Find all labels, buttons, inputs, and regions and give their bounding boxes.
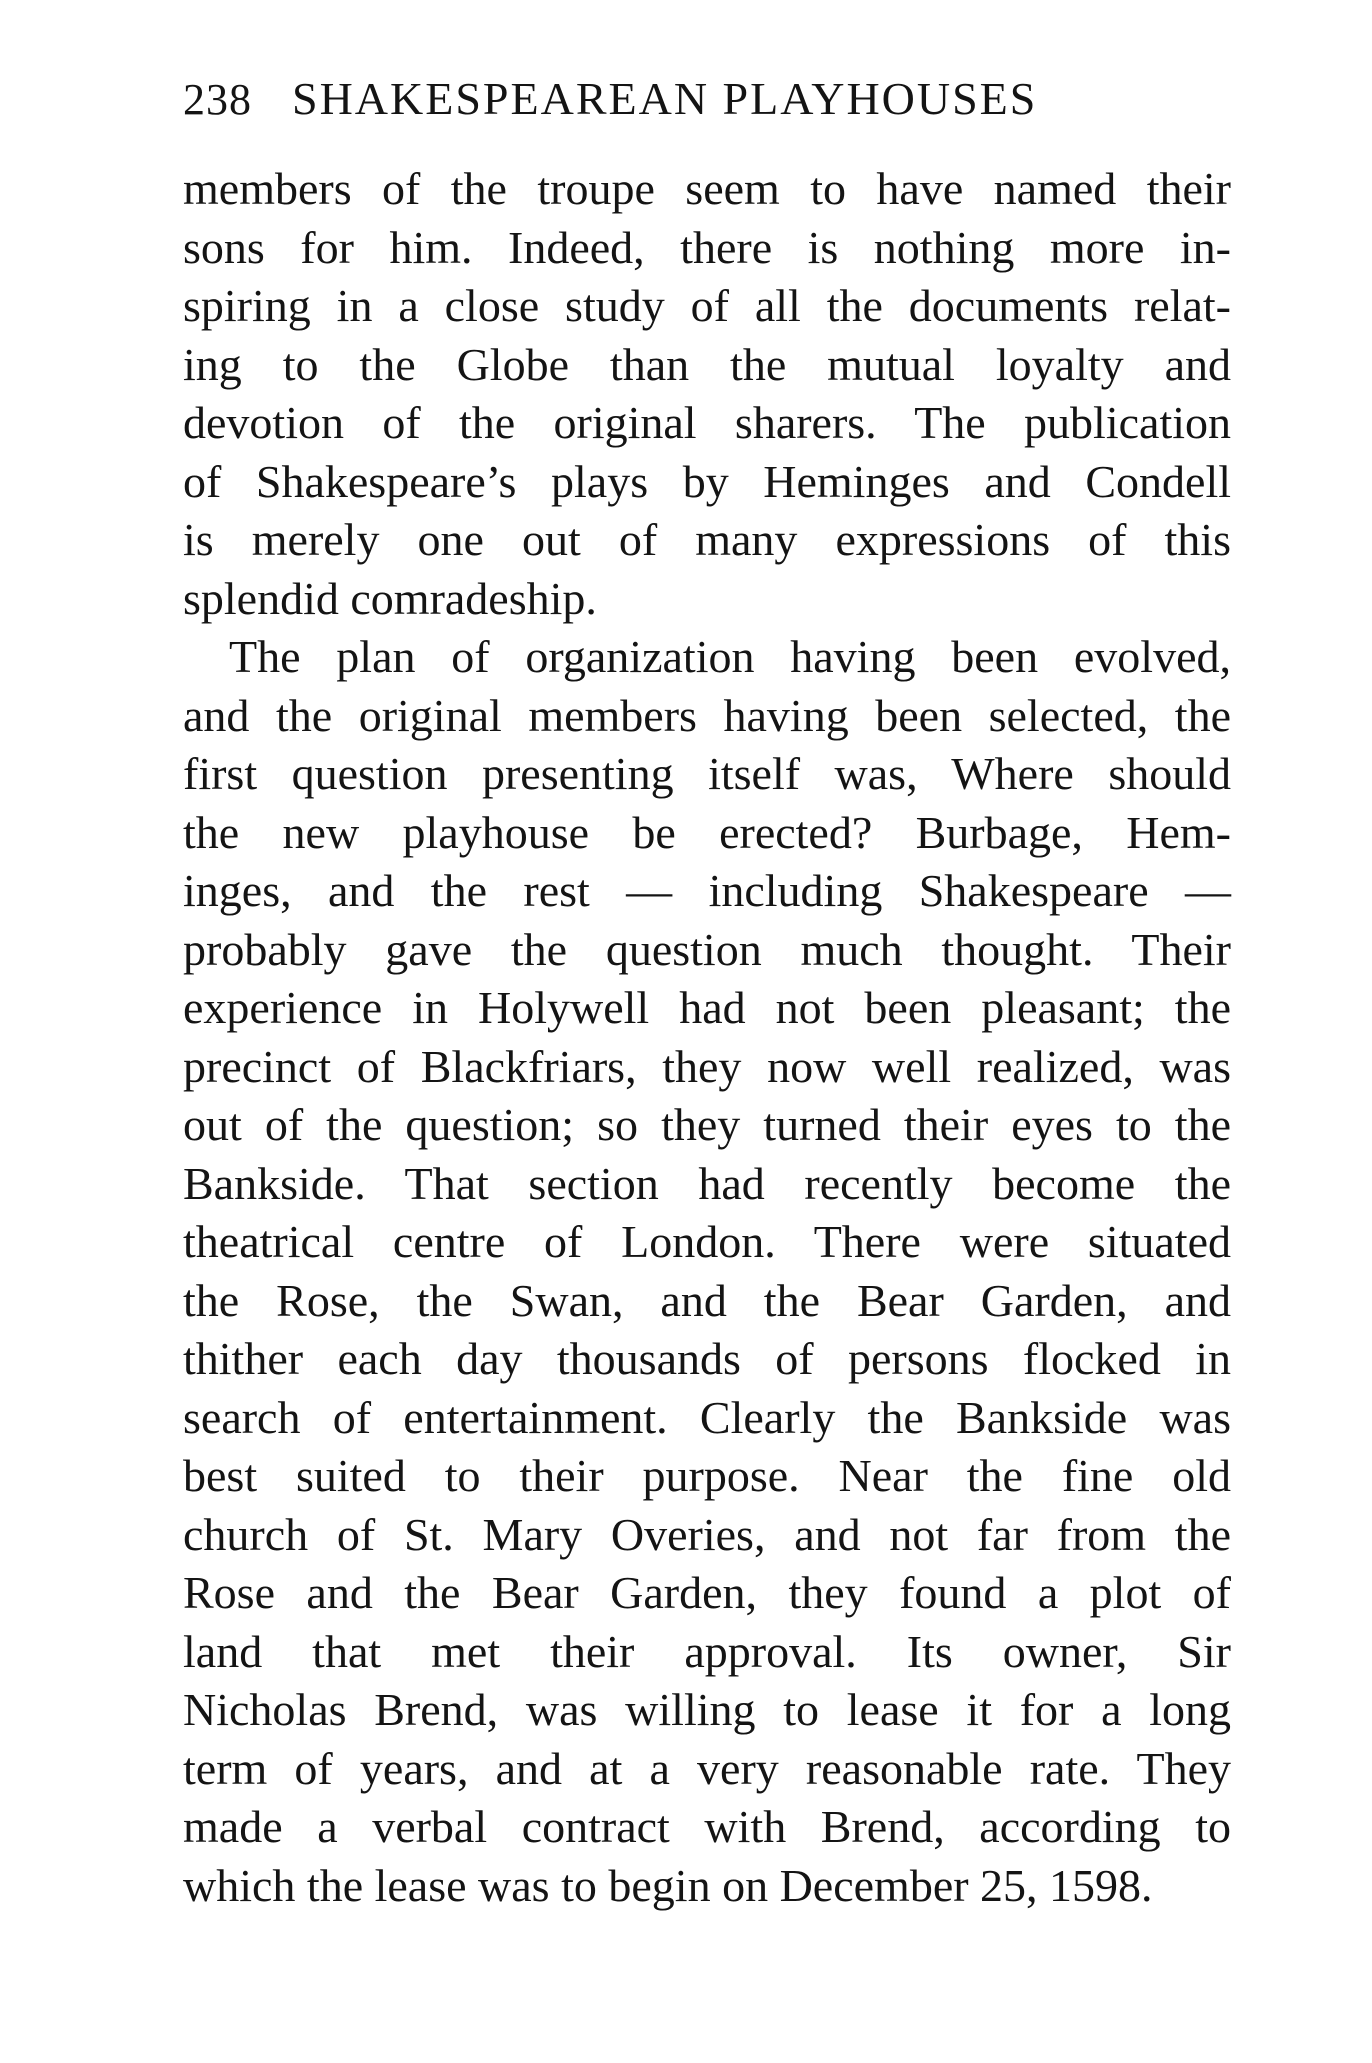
text-line: The plan of organization having been evolved, — [229, 631, 1231, 682]
text-line: made a verbal contract with Brend, according to — [183, 1801, 1231, 1852]
text-line: church of St. Mary Overies, and not far from the — [183, 1508, 1231, 1560]
text-line: precinct of Blackfriars, they now well realized, was — [183, 1040, 1231, 1092]
text-line: theatrical centre of London. There were situated — [183, 1216, 1231, 1267]
paragraph-continued — [183, 160, 1231, 628]
text-line: of Shakespeare’s plays by Heminges and Condell — [183, 455, 1231, 507]
running-title: SHAKESPEAREAN PLAYHOUSES — [292, 73, 1038, 124]
text-line: experience in Holywell had not been pleasant; the — [183, 982, 1231, 1033]
text-line: probably gave the question much thought. Their — [183, 923, 1231, 975]
running-head — [183, 72, 1228, 142]
text-line: search of entertainment. Clearly the Bankside was — [183, 1391, 1231, 1443]
text-line: the Rose, the Swan, and the Bear Garden, and — [183, 1274, 1231, 1326]
text-line: first question presenting itself was, Where should — [183, 748, 1231, 799]
text-line: devotion of the original sharers. The publication — [183, 397, 1231, 448]
text-line: term of years, and at a very reasonable rate. They — [183, 1742, 1231, 1794]
text-line: best suited to their purpose. Near the fine old — [183, 1450, 1231, 1501]
text-line: which the lease was to begin on December 25, 1598. — [183, 1859, 1153, 1911]
page-number: 238 — [183, 75, 252, 124]
text-line: members of the troupe seem to have named their — [183, 163, 1231, 214]
text-line: land that met their approval. Its owner, Sir — [183, 1625, 1231, 1677]
text-line: Rose and the Bear Garden, they found a plot of — [183, 1567, 1231, 1618]
text-line: inges, and the rest — including Shakespeare — — [183, 865, 1231, 916]
text-line: is merely one out of many expressions of this — [183, 514, 1231, 565]
paragraph — [183, 628, 1231, 1915]
text-line: ing to the Globe than the mutual loyalty and — [183, 338, 1231, 390]
text-line: Nicholas Brend, was willing to lease it for a long — [183, 1684, 1231, 1735]
text-line: thither each day thousands of persons flocked in — [183, 1333, 1231, 1384]
text-line: spiring in a close study of all the documents relat- — [183, 280, 1231, 331]
text-line: and the original members having been selected, the — [183, 689, 1231, 741]
body-text — [183, 160, 1231, 1915]
text-line: splendid comradeship. — [183, 572, 597, 624]
text-line: Bankside. That section had recently become the — [183, 1157, 1231, 1209]
text-line: sons for him. Indeed, there is nothing more in- — [183, 221, 1231, 273]
text-line: out of the question; so they turned their eyes to the — [183, 1099, 1231, 1150]
text-line: the new playhouse be erected? Burbage, Hem- — [183, 806, 1231, 858]
